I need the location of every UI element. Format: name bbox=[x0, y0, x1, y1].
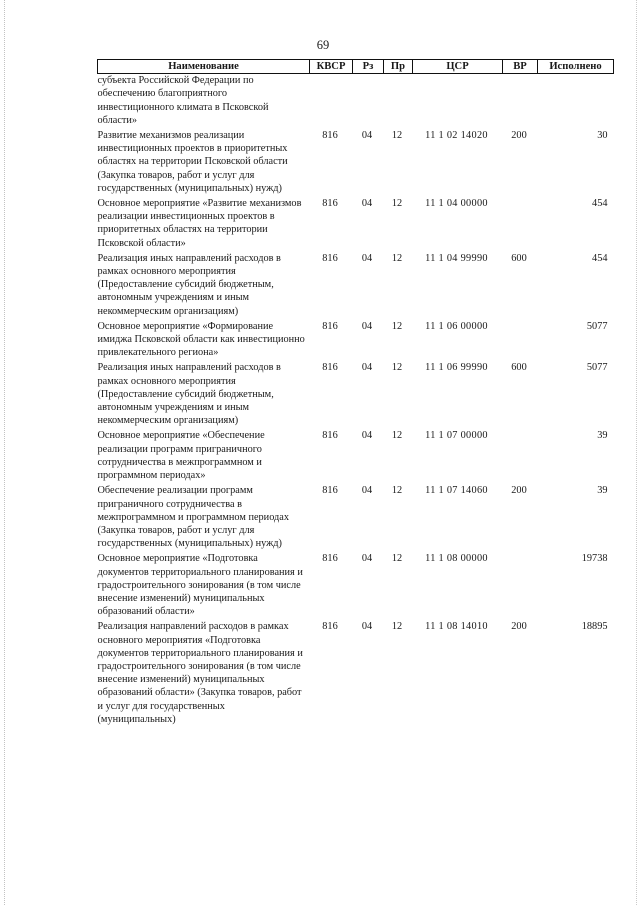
row-csr: 11 1 02 14020 bbox=[425, 130, 488, 142]
header-vr: ВР bbox=[503, 60, 538, 74]
row-vr bbox=[503, 320, 538, 362]
row-vr: 600 bbox=[511, 362, 527, 374]
row-name: Основное мероприятие «Развитие механизмов реализации инвестиционных проектов в приоритетных областях на территории Псковской области» bbox=[97, 198, 302, 249]
row-kvsr: 816 bbox=[322, 198, 338, 210]
row-kvsr: 816 bbox=[322, 553, 338, 565]
header-kvsr: КВСР bbox=[310, 60, 353, 74]
row-executed: 5077 bbox=[586, 362, 608, 374]
row-kvsr bbox=[310, 74, 353, 129]
header-rz: Рз bbox=[353, 60, 384, 74]
row-vr: 200 bbox=[511, 621, 527, 633]
row-kvsr: 816 bbox=[322, 320, 338, 332]
row-csr: 11 1 04 00000 bbox=[425, 198, 488, 210]
table-row bbox=[98, 620, 614, 728]
page-number: 69 bbox=[316, 38, 330, 52]
row-csr: 11 1 06 99990 bbox=[425, 362, 488, 374]
table-row bbox=[98, 252, 614, 320]
row-vr bbox=[503, 429, 538, 484]
row-rz: 04 bbox=[361, 621, 373, 633]
row-executed: 454 bbox=[592, 252, 608, 264]
row-csr: 11 1 06 00000 bbox=[425, 320, 488, 332]
table-row bbox=[98, 197, 614, 252]
row-kvsr: 816 bbox=[322, 485, 338, 497]
row-rz bbox=[353, 74, 384, 129]
header-csr: ЦСР bbox=[413, 60, 503, 74]
row-name: Реализация направлений расходов в рамках основного мероприятия «Подготовка документов территориального планирования и градостроительного зонирования (в том числе внесение изменений) муниципальных образований области» (Закупка товаров, работ и услуг для государственных (муниципальных) bbox=[97, 621, 303, 725]
table-row bbox=[98, 429, 614, 484]
row-name: субъекта Российской Федерации по обеспечению благоприятного инвестиционного климата в Псковской области» bbox=[97, 75, 269, 126]
row-name: Основное мероприятие «Подготовка документов территориального планирования и градостроительного зонирования (в том числе внесение изменений) муниципальных образований области» bbox=[97, 553, 303, 618]
row-csr: 11 1 08 14010 bbox=[425, 621, 488, 633]
row-name: Реализация иных направлений расходов в рамках основного мероприятия (Предоставление субсидий бюджетным, автономным учреждениям и иным некоммерческим организациям) bbox=[97, 362, 281, 427]
row-csr: 11 1 04 99990 bbox=[425, 252, 488, 264]
row-vr bbox=[503, 552, 538, 620]
row-rz: 04 bbox=[361, 485, 373, 497]
row-pr: 12 bbox=[391, 553, 403, 565]
row-rz: 04 bbox=[361, 130, 373, 142]
row-name: Основное мероприятие «Формирование имиджа Псковской области как инвестиционно привлекательного региона» bbox=[97, 320, 305, 359]
row-name: Обеспечение реализации программ приграничного сотрудничества в межпрограммном и программном периодах (Закупка товаров, работ и услуг для государственных (муниципальных) нужд) bbox=[97, 485, 290, 550]
row-pr: 12 bbox=[391, 621, 403, 633]
row-kvsr: 816 bbox=[322, 430, 338, 442]
row-pr: 12 bbox=[391, 362, 403, 374]
row-csr: 11 1 07 00000 bbox=[425, 430, 488, 442]
scan-left-edge bbox=[4, 0, 5, 905]
table-row bbox=[98, 129, 614, 197]
row-pr: 12 bbox=[391, 320, 403, 332]
header-name: Наименование bbox=[98, 60, 310, 74]
row-pr: 12 bbox=[391, 485, 403, 497]
row-vr: 200 bbox=[511, 130, 527, 142]
row-pr: 12 bbox=[391, 130, 403, 142]
row-rz: 04 bbox=[361, 198, 373, 210]
row-name: Развитие механизмов реализации инвестиционных проектов в приоритетных областях на территории Псковской области (Закупка товаров, работ и услуг для государственных (муниципальных) нужд) bbox=[97, 130, 288, 194]
row-pr bbox=[384, 74, 413, 129]
table-row bbox=[98, 484, 614, 552]
row-vr bbox=[503, 197, 538, 252]
row-rz: 04 bbox=[361, 553, 373, 565]
row-pr: 12 bbox=[391, 252, 403, 264]
table-row bbox=[98, 552, 614, 620]
row-name: Реализация иных направлений расходов в рамках основного мероприятия (Предоставление субсидий бюджетным, автономным учреждениям и иным некоммерческим организациям) bbox=[97, 252, 281, 317]
row-kvsr: 816 bbox=[322, 621, 338, 633]
row-executed: 18895 bbox=[581, 621, 608, 633]
row-vr: 600 bbox=[511, 252, 527, 264]
row-executed bbox=[538, 74, 614, 129]
row-executed: 5077 bbox=[586, 320, 608, 332]
row-kvsr: 816 bbox=[322, 362, 338, 374]
row-pr: 12 bbox=[391, 198, 403, 210]
header-done: Исполнено bbox=[538, 60, 614, 74]
row-executed: 19738 bbox=[581, 553, 608, 565]
row-rz: 04 bbox=[361, 430, 373, 442]
header-pr: Пр bbox=[384, 60, 413, 74]
row-pr: 12 bbox=[391, 430, 403, 442]
row-csr: 11 1 08 00000 bbox=[425, 553, 488, 565]
scan-right-edge bbox=[636, 0, 637, 905]
row-csr bbox=[413, 74, 503, 129]
row-name: Основное мероприятие «Обеспечение реализации программ приграничного сотрудничества в межпрограммном и программном периодах» bbox=[97, 430, 265, 482]
row-rz: 04 bbox=[361, 362, 373, 374]
row-csr: 11 1 07 14060 bbox=[425, 485, 488, 497]
budget-table bbox=[97, 59, 614, 728]
table-header-row bbox=[98, 60, 614, 74]
row-executed: 39 bbox=[597, 485, 608, 497]
row-executed: 39 bbox=[597, 430, 608, 442]
row-vr: 200 bbox=[511, 485, 527, 497]
row-vr bbox=[503, 74, 538, 129]
row-rz: 04 bbox=[361, 320, 373, 332]
row-kvsr: 816 bbox=[322, 252, 338, 264]
row-executed: 30 bbox=[597, 130, 608, 142]
row-kvsr: 816 bbox=[322, 130, 338, 142]
table-row bbox=[98, 74, 614, 129]
row-executed: 454 bbox=[592, 198, 608, 210]
table-row bbox=[98, 361, 614, 429]
row-rz: 04 bbox=[361, 252, 373, 264]
table-row bbox=[98, 320, 614, 362]
